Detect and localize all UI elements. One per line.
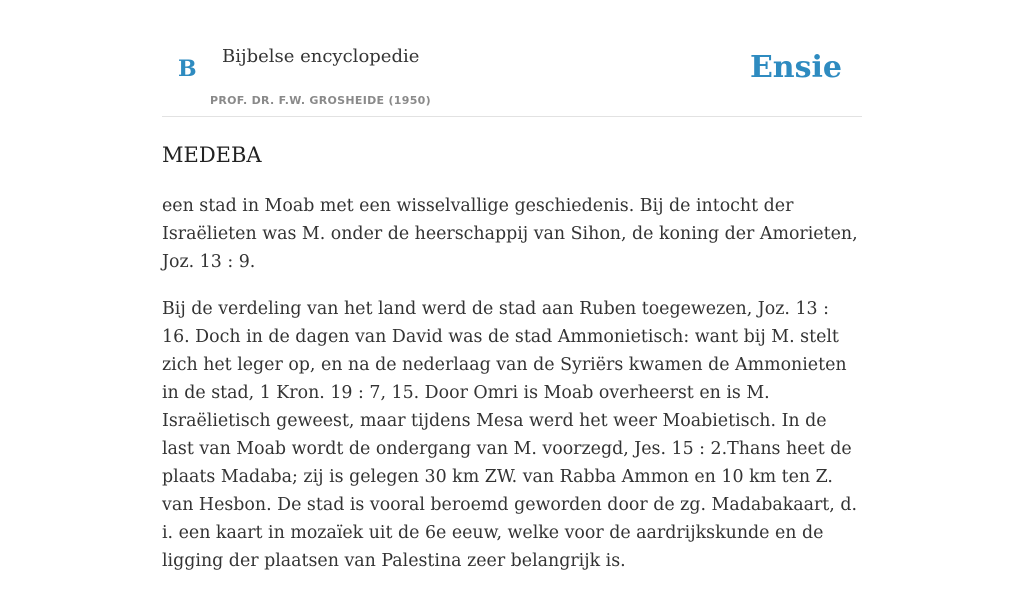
ensie-logo-link[interactable]: Ensie <box>749 50 842 85</box>
article-paragraph: een stad in Moab met een wisselvallige geschiedenis. Bij de intocht der Israëlieten was M. onder de heerschappij van Sihon, de koning der Amorieten, Joz. 13 : 9. <box>162 196 858 272</box>
book-author: PROF. DR. F.W. GROSHEIDE (1950) <box>210 94 431 107</box>
book-badge[interactable]: B <box>178 56 197 82</box>
site-header <box>162 0 862 117</box>
article-paragraph: Bij de verdeling van het land werd de stad aan Ruben toegewezen, Joz. 13 : 16. Doch in de dagen van David was de stad Ammonietisch: want bij M. stelt zich het leger op, en na de nederlaag van de Syriërs kwamen de Ammonieten in de stad, 1 Kron. 19 : 7, 15. Door Omri is Moab overheerst en is M. Israëlietisch geweest, maar tijdens Mesa werd het weer Moabietisch. In de last van Moab wordt de ondergang van M. voorzegd, Jes. 15 : 2.Thans heet de plaats Madaba; zij is gelegen 30 km ZW. van Rabba Ammon en 10 km ten Z. van Hesbon. De stad is vooral beroemd geworden door de zg. Madabakaart, d. i. een kaart in mozaïek uit de 6e eeuw, welke voor de aardrijkskunde en de ligging der plaatsen van Palestina zeer belangrijk is. <box>162 299 857 571</box>
book-title[interactable]: Bijbelse encyclopedie <box>222 46 420 67</box>
entry-title: MEDEBA <box>162 143 262 167</box>
article <box>162 140 862 594</box>
